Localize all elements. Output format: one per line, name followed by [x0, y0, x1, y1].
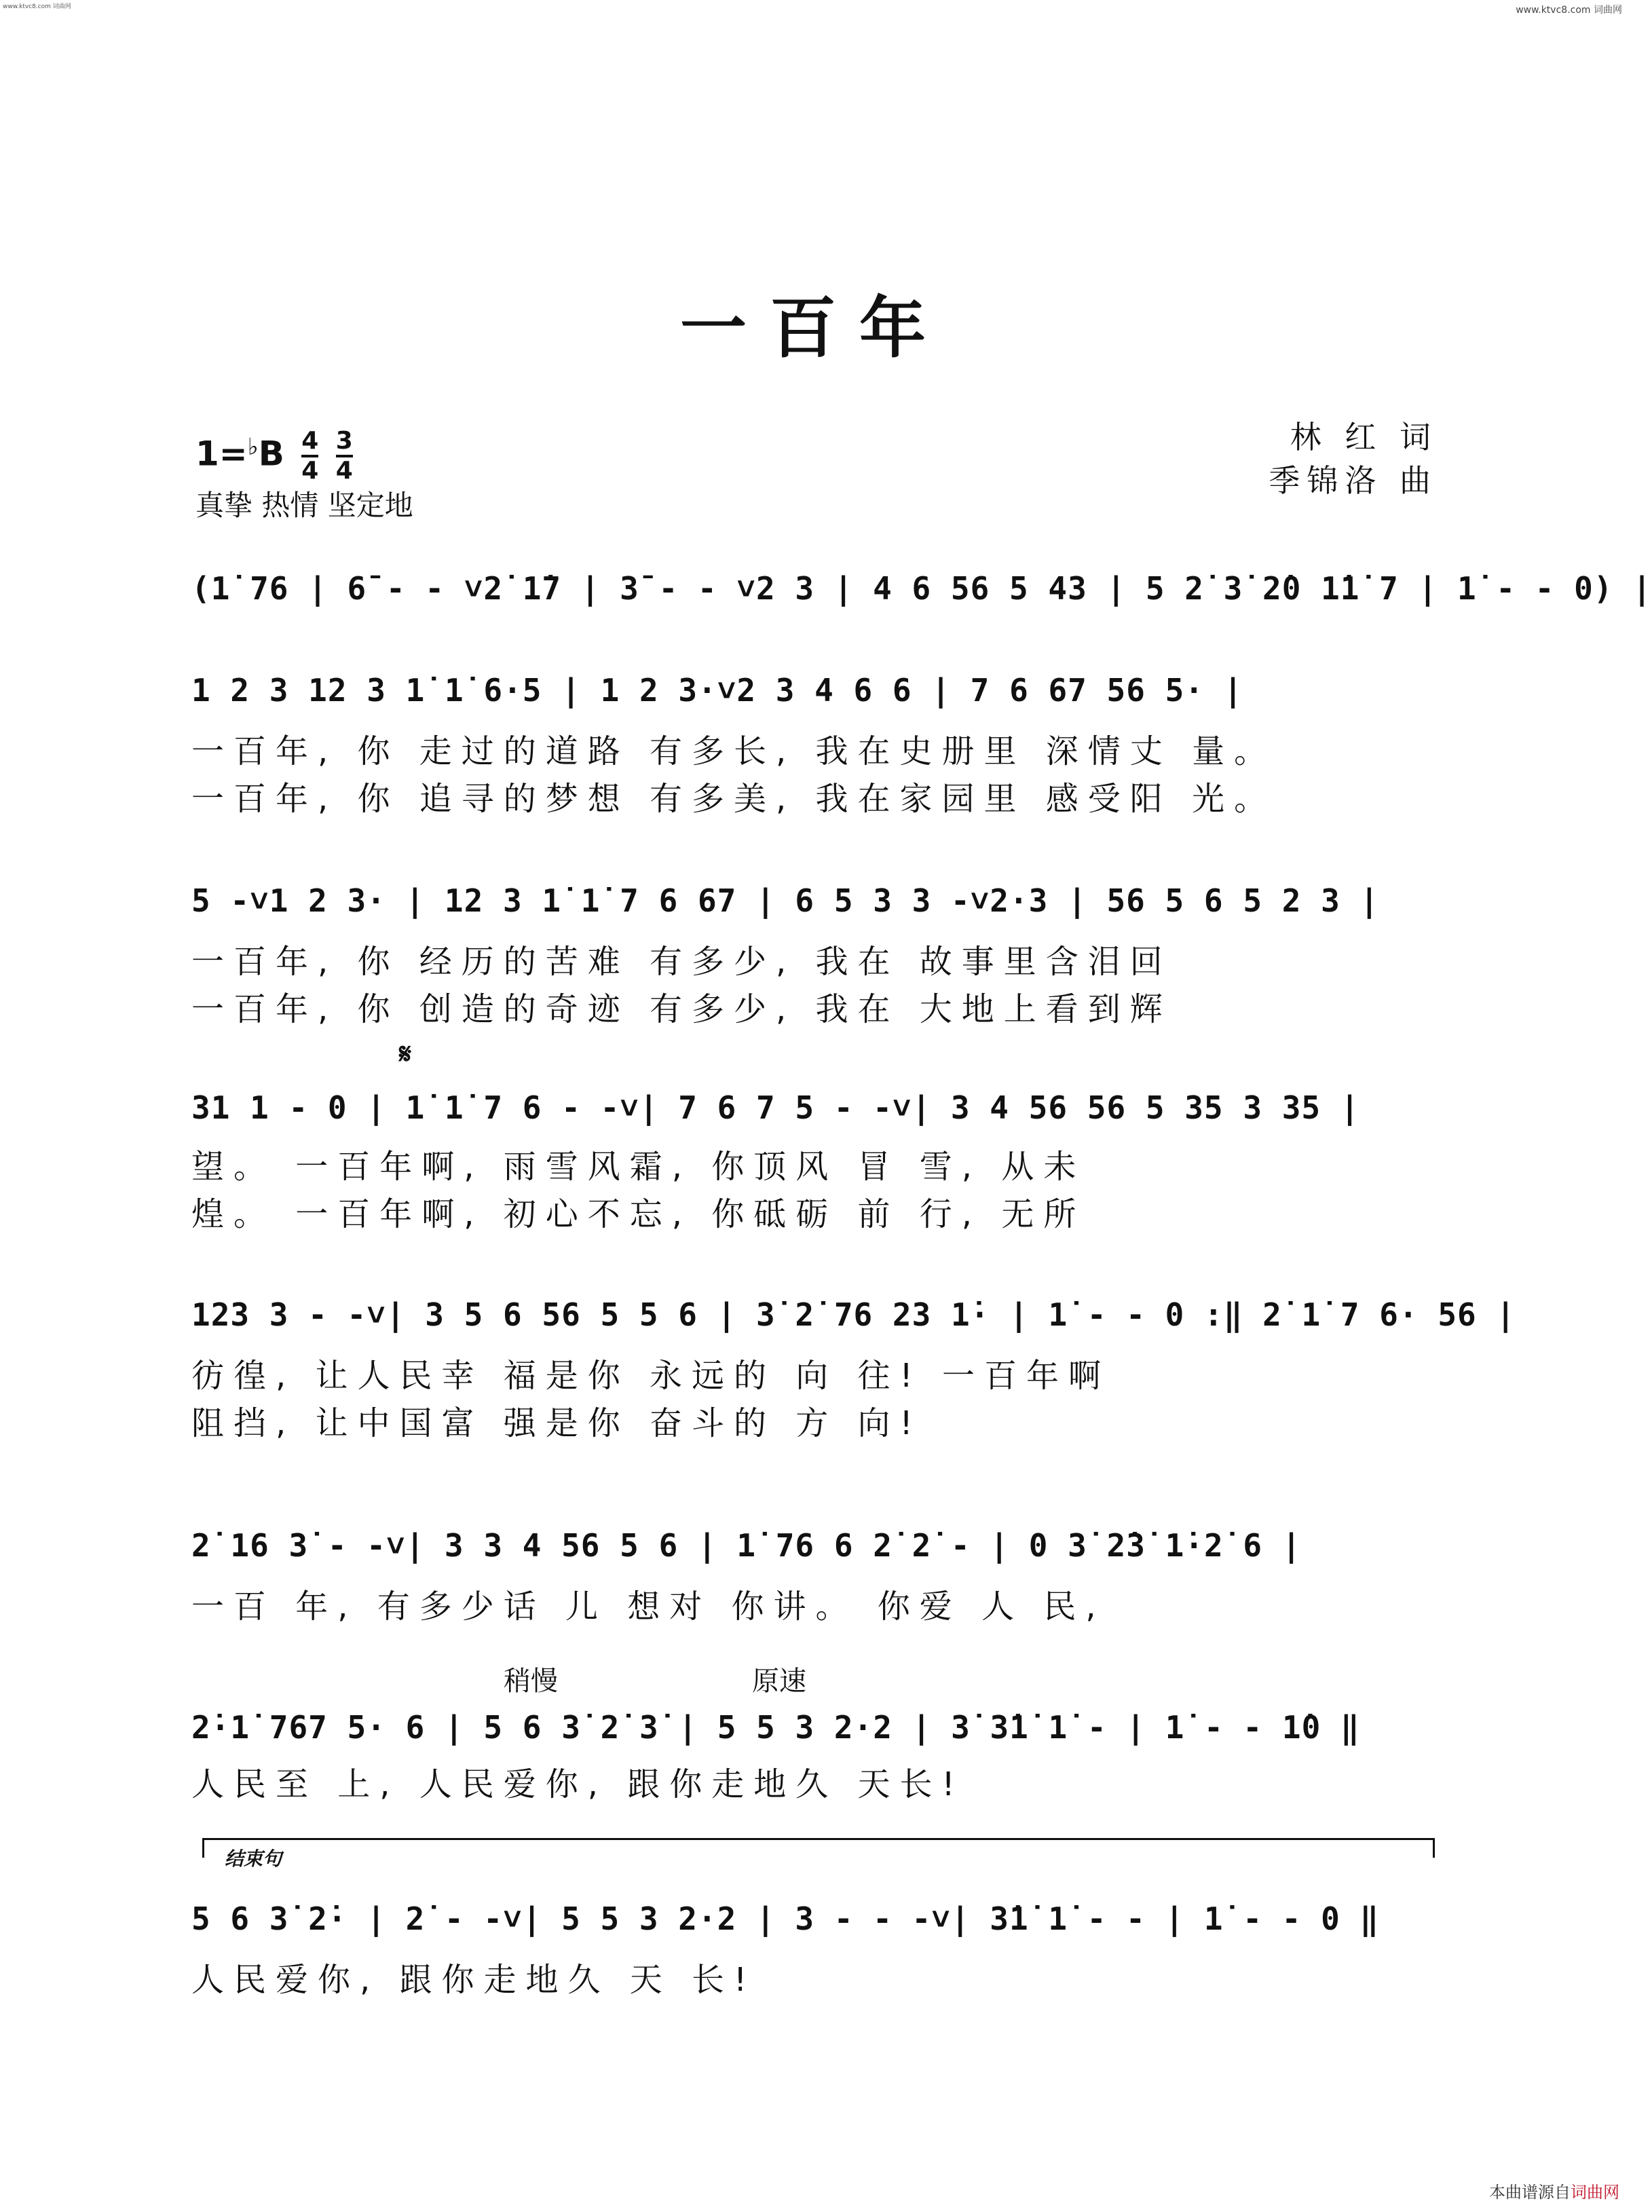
notation-line-2: 1 2 3 12 3 1̇ 1̇ 6·5 | 1 2 3·˅2 3 4 6 6 | 7 6 67 56 5· |	[191, 672, 1243, 709]
notation-line-6: 2̇ 16 3̇ - -˅| 3 3 4 56 5 6 | 1̇ 76 6 2̇ 2̇ - | 0 3̇ 2̇3̇ 1̇·2̇ 6 |	[191, 1527, 1302, 1564]
ending-bracket	[202, 1838, 1435, 1870]
notation-line-7: 2̇·1̇ 767 5· 6 | 5 6 3̇ 2̇ 3̇ | 5 5 3 2·2 | 3̇ 3̇1̇ 1̇ - | 1̇ - - 1̇0 ‖	[191, 1709, 1360, 1746]
flat-sign: ♭	[247, 433, 259, 461]
key-note: B	[258, 434, 284, 474]
watermark-site: 词曲网	[1571, 2183, 1619, 2202]
watermark-bottom-right	[1489, 2179, 1619, 2202]
song-title: 一百年	[679, 290, 949, 367]
lyric-line-5-verse-2: 阻挡, 让中国富 强是你 奋斗的 方 向!	[191, 1404, 922, 1442]
meter-numerator: 3	[336, 428, 353, 457]
lyric-line-6: 一百 年, 有多少话 儿 想对 你讲。 你爱 人 民,	[191, 1588, 1106, 1626]
notation-line-1: (1̇ 76 | 6̄ - - ˅2̇ 1̇7 | 3̄ - - ˅2 3 | 4 6 56 5 43 | 5 2̇ 3̇ 2̇0 1̇1̇ 7 | 1̇ - - 0) |	[191, 570, 1652, 607]
key-signature	[195, 428, 353, 485]
meter-numerator: 4	[301, 428, 318, 457]
lyric-line-2-verse-1: 一百年, 你 走过的道路 有多长, 我在史册里 深情丈 量。	[191, 732, 1277, 770]
lyric-line-2-verse-2: 一百年, 你 追寻的梦想 有多美, 我在家园里 感受阳 光。	[191, 780, 1277, 818]
lyric-line-4-verse-1: 望。 一百年啊, 雨雪风霜, 你顶风 冒 雪, 从未	[191, 1148, 1086, 1186]
notation-line-5: 123 3 - -˅| 3 5 6 56 5 5 6 | 3̇ 2̇ 76 23 1̇· | 1̇ - - 0 :‖ 2̇ 1̇ 7 6· 56 |	[191, 1296, 1516, 1333]
lyric-line-8: 人民爱你, 跟你走地久 天 长!	[191, 1961, 757, 1999]
meter-denominator: 4	[301, 457, 319, 485]
watermark-top-right: www.ktvc8.com 词曲网	[1516, 5, 1622, 16]
watermark-top-left: www.ktvc8.com 词曲网	[3, 3, 71, 10]
lyric-line-7: 人民至 上, 人民爱你, 跟你走地久 天长!	[191, 1765, 964, 1803]
tempo-mark-original: 原速	[752, 1666, 806, 1697]
watermark-prefix: 本曲谱源自	[1489, 2183, 1571, 2202]
lyric-line-4-verse-2: 煌。 一百年啊, 初心不忘, 你砥砺 前 行, 无所	[191, 1195, 1086, 1233]
notation-line-3: 5 -˅1 2 3· | 12 3 1̇ 1̇ 7 6 67 | 6 5 3 3 -˅2·3 | 56 5 6 5 2 3 |	[191, 882, 1380, 919]
composer-credit: 季锦洛 曲	[1269, 462, 1438, 499]
lyric-line-5-verse-1: 彷徨, 让人民幸 福是你 永远的 向 往! 一百年啊	[191, 1357, 1111, 1395]
time-signature-1	[301, 428, 318, 485]
lyric-line-3-verse-2: 一百年, 你 创造的奇迹 有多少, 我在 大地上看到辉	[191, 990, 1172, 1028]
segno-sign: 𝄋	[399, 1037, 412, 1070]
meter-denominator: 4	[335, 457, 353, 485]
ending-bracket-label: 结束句	[225, 1848, 282, 1870]
tempo-marking: 真挚 热情 坚定地	[195, 489, 413, 522]
lyricist-credit: 林 红 词	[1290, 419, 1438, 455]
key-prefix: 1=	[195, 434, 248, 474]
time-signature-2	[336, 428, 353, 485]
notation-line-4: 31 1 - 0 | 1̇ 1̇ 7 6 - -˅| 7 6 7 5 - -˅| 3 4 56 56 5 35 3 35 |	[191, 1089, 1360, 1126]
lyric-line-3-verse-1: 一百年, 你 经历的苦难 有多少, 我在 故事里含泪回	[191, 943, 1172, 981]
notation-line-8: 5 6 3̇ 2̇· | 2̇ - -˅| 5 5 3 2·2 | 3 - - -˅| 3̇1̇ 1̇ - - | 1̇ - - 0 ‖	[191, 1900, 1380, 1937]
tempo-mark-slower: 稍慢	[504, 1666, 558, 1697]
